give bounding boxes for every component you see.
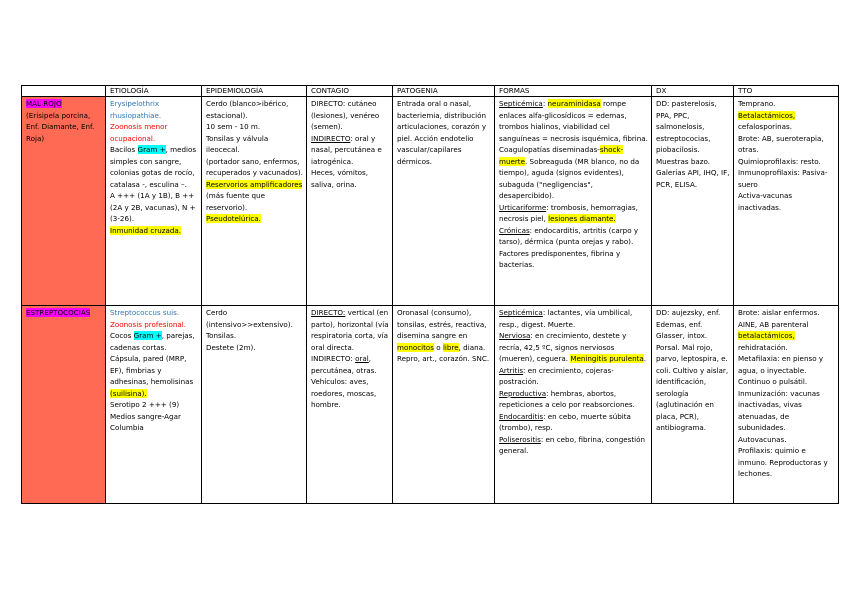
- header-row: [22, 86, 839, 97]
- text: oral: [355, 354, 369, 363]
- monocitos-highlight: monocitos: [397, 342, 435, 352]
- text: Cerdo (blanco>ibérico, estacional).: [206, 99, 289, 120]
- text: INDIRECTO: [311, 133, 351, 143]
- meningitis-highlight: Meningitis purulenta: [570, 354, 644, 363]
- text: Nerviosa: [499, 331, 531, 340]
- dx-cell: [652, 306, 734, 504]
- text: (más fuente que reservorio).: [206, 191, 265, 212]
- text: Artritis: [499, 365, 524, 375]
- text: Reproductiva: [499, 388, 547, 398]
- gram-highlight: Gram +: [133, 331, 162, 340]
- table-row-estreptococias: [22, 306, 839, 504]
- text: DIRECTO:: [311, 308, 346, 317]
- header-formas: FORMAS: [495, 86, 652, 97]
- text: Urticariforme: [499, 202, 547, 212]
- text: Activa-vacunas inactivadas.: [738, 191, 793, 212]
- betalactamicos-highlight: betalactámicos,: [738, 331, 795, 340]
- text: : en crecimiento, cojeras-postración.: [499, 365, 614, 386]
- disease-synonyms: (Erisipela porcina, Enf. Diamante, Enf. Roja): [26, 110, 95, 143]
- etiologia-cell: [106, 306, 202, 504]
- row-name-cell: [22, 97, 106, 306]
- contagio-cell: [307, 306, 393, 504]
- text: :: [542, 99, 548, 108]
- text: Profilaxis: quimio e inmuno. Reproductoras y lechones.: [738, 446, 828, 478]
- gram-highlight: Gram +: [137, 145, 166, 154]
- text: Temprano.: [738, 99, 776, 108]
- neuraminidasa-highlight: neuraminidasa: [547, 99, 601, 108]
- text: , parejas, cadenas cortas.: [110, 331, 195, 352]
- text: : hembras, abortos, repeticiones a celo por reabsorciones.: [499, 388, 635, 409]
- text: Serotipo 2 +++ (9): [110, 400, 180, 409]
- text: DIRECTO: [311, 99, 343, 108]
- shock-highlight: shock-muerte: [499, 145, 624, 166]
- text: Cerdo (intensivo>>extensivo).: [206, 308, 293, 329]
- text: Oronasal (consumo), tonsilas, estrés, reactiva, disemina sangre en: [397, 308, 487, 340]
- antigen-text: A +++ (1A y 1B), B ++ (2A y 2B, vacunas), N + (3-26).: [110, 191, 196, 223]
- text: Cocos: [110, 331, 134, 340]
- text: cefalosporinas.: [738, 122, 792, 131]
- header-epidemiologia: EPIDEMIOLOGÍA: [202, 86, 307, 97]
- disease-name: ESTREPTOCOCIAS: [26, 308, 91, 317]
- reservorios-highlight: Reservorios amplificadores: [206, 179, 303, 189]
- text: Poliserositis: [499, 434, 541, 444]
- pseudotelurica-highlight: Pseudotelúrica.: [206, 214, 261, 223]
- text: Vehículos: aves, roedores, moscas, hombre.: [311, 377, 377, 409]
- text: DD: aujezsky, enf. Edemas, enf. Glasser, intox. Porsal. Mal rojo, parvo, leptospira, e. coli. Cultivo y aislar, identificación, serología (aglutinación en placa, PCR), antibiograma.: [656, 308, 729, 432]
- header-dx: DX: [652, 86, 734, 97]
- agent-name: Erysipelothrix rhusiopathiae.: [110, 99, 162, 120]
- tto-cell: [734, 97, 839, 306]
- text: rompe enlaces alfa-glicosídicos = edemas, trombos hialinos, viabilidad cel sanguíneas = necrosis isquémica, fibrina. Coagulopatías diseminadas-: [499, 99, 648, 154]
- lesiones-highlight: lesiones diamante.: [548, 214, 616, 223]
- text: : en cebo, muerte súbita (trombo), resp.: [499, 411, 631, 432]
- text: Septicémica: [499, 308, 543, 317]
- header-etiologia: ETIOLOGÍA: [106, 86, 202, 97]
- tto-cell: [734, 306, 839, 504]
- libre-highlight: libre: [442, 342, 459, 352]
- disease-name: MAL ROJO: [26, 99, 62, 108]
- text: Brote: AB, sueroterapia, otras.: [738, 133, 824, 154]
- table-row-mal-rojo: [22, 97, 839, 306]
- text: : lactantes, vía umbilical, resp., digest. Muerte.: [499, 308, 633, 329]
- text: Inmunización: vacunas inactivadas, vivas atenuadas, de subunidades.: [738, 388, 820, 432]
- text: Brote: aislar enfermos.: [738, 308, 820, 317]
- text: .: [643, 354, 647, 363]
- dx-cell: [652, 97, 734, 306]
- text: Cápsula, pared (MRP, EF), fimbrias y adhesinas, hemolisinas: [110, 354, 194, 386]
- agent-name: Streptococcus suis.: [110, 308, 180, 317]
- text: Autovacunas.: [738, 434, 787, 444]
- text: Crónicas: [499, 225, 530, 235]
- etiologia-cell: [106, 97, 202, 306]
- text: Heces, vómitos, saliva, orina.: [311, 168, 369, 189]
- text: Entrada oral o nasal, bacteriemia, distribución articulaciones, corazón y piel. Acción endotelio vascular/capilares dérmicos.: [397, 99, 487, 166]
- text: , medios simples con sangre, colonias gotas de rocío, catalasa -, esculina –.: [110, 145, 197, 189]
- text: DD: pasterelosis, PPA, PPC, salmonelosis, estreptococias, piobacilosis. Muestras bazo. Galerías API, IHQ, IF, PCR, ELISA.: [656, 99, 730, 189]
- text: , diana. Repro, art., corazón. SNC.: [397, 342, 490, 363]
- text: : endocarditis, artritis (carpo y tarso), dérmica (punta orejas y rabo). Factores predisponentes, fibrina y bacterias.: [499, 225, 639, 269]
- text: : oral y nasal, percutánea e iatrogénica.: [311, 133, 382, 166]
- zoonosis-text: Zoonosis menor ocupacional.: [110, 122, 168, 143]
- text: Endocarditis: [499, 411, 544, 421]
- inmunidad-highlight: Inmunidad cruzada.: [110, 225, 182, 235]
- text: Tonsilas y válvula ileocecal.: [206, 133, 269, 154]
- disease-table: [21, 85, 839, 504]
- text: , percutánea, otras.: [311, 354, 377, 375]
- patogenia-cell: [393, 306, 495, 504]
- text: o: [434, 342, 443, 352]
- text: 10 sem - 10 m.: [206, 122, 261, 131]
- patogenia-cell: [393, 97, 495, 306]
- text: Bacilos: [110, 145, 138, 154]
- header-contagio: CONTAGIO: [307, 86, 393, 97]
- text: Septicémica: [499, 99, 543, 108]
- text: Destete (2m).: [206, 342, 256, 352]
- header-patogenia: PATOGENIA: [393, 86, 495, 97]
- text: : trombosis, hemorragias, necrosis piel,: [499, 202, 638, 223]
- formas-cell: [495, 306, 652, 504]
- betalactamicos-highlight: Betalactámicos,: [738, 110, 796, 120]
- epidemiologia-cell: [202, 306, 307, 504]
- text: Medios sangre-Agar Columbia: [110, 411, 181, 432]
- text: : en crecimiento, destete y recría, 42,5 ºC, signos nerviosos (mueren), ceguera.: [499, 331, 627, 363]
- header-empty: [22, 86, 106, 97]
- zoonosis-text: Zoonosis profesional.: [110, 319, 187, 329]
- suilisina-highlight: (suilisina).: [110, 388, 147, 398]
- text: (portador sano, enfermos, recuperados y vacunados).: [206, 156, 303, 177]
- text: AINE, AB parenteral: [738, 319, 809, 329]
- text: rehidratación.: [738, 342, 788, 352]
- text: Metafilaxia: en pienso y agua, o inyectable. Continuo o pulsátil.: [738, 354, 824, 386]
- row-name-cell: [22, 306, 106, 504]
- text: : cutáneo (lesiones), venéreo (semen).: [311, 99, 380, 131]
- text: vertical (en parto), horizontal (vía respiratoria corta, vía oral directa.: [311, 308, 389, 352]
- formas-cell: [495, 97, 652, 306]
- text: INDIRECTO:: [311, 354, 353, 363]
- header-tto: TTO: [734, 86, 839, 97]
- text: Inmunoprofilaxis: Pasiva-suero: [738, 168, 828, 189]
- text: : en cebo, fibrina, congestión general.: [499, 434, 646, 455]
- text: . Sobreaguda (MR blanco, no da tiempo), aguda (signos evidentes), subaguda ("negligencias", desapercibido).: [499, 156, 640, 200]
- epidemiologia-cell: [202, 97, 307, 306]
- text: Tonsilas.: [206, 331, 237, 340]
- text: Quimioprofilaxis: resto.: [738, 156, 821, 166]
- contagio-cell: [307, 97, 393, 306]
